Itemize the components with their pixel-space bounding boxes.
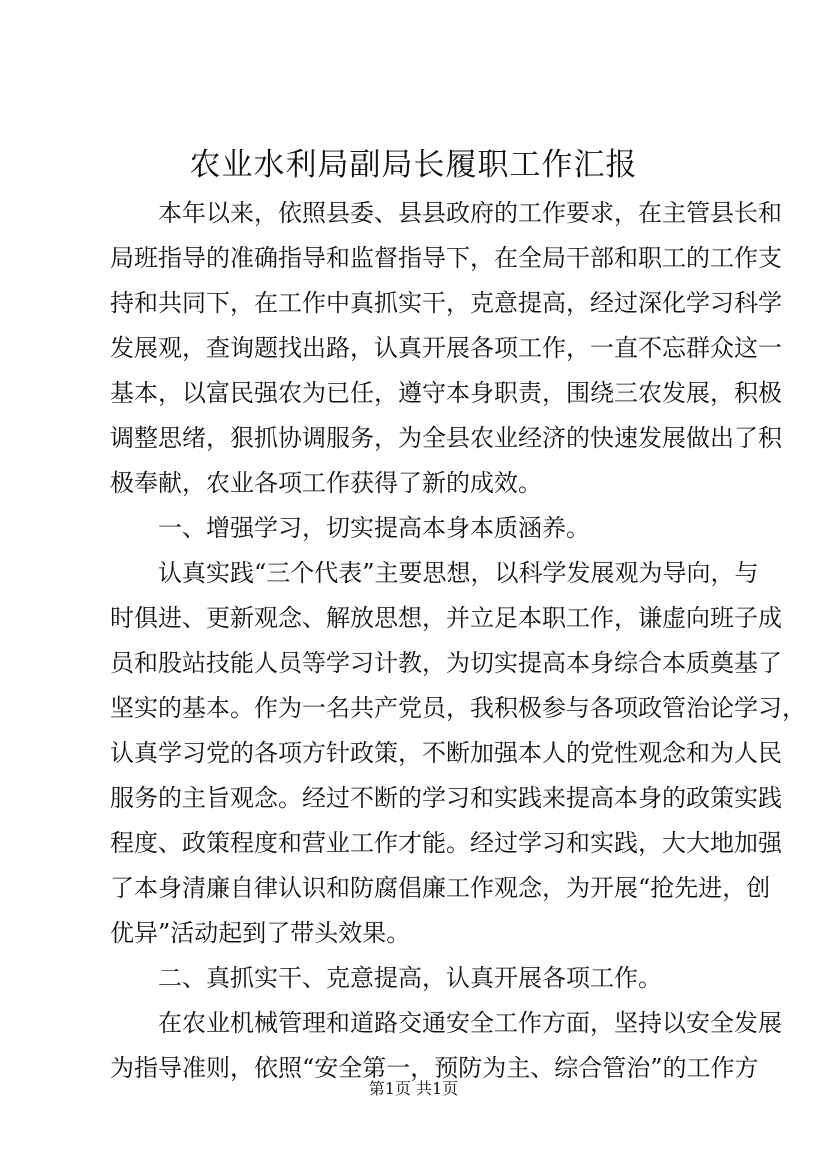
paragraph-line: 时俱进、更新观念、解放思想，并立足本职工作，谦虚向班子成 (110, 604, 782, 632)
paragraph-line: 为指导准则，依照“安全第一，预防为主、综合管治”的工作方 (110, 1054, 759, 1082)
paragraph-line: 发展观，查询题找出路，认真开展各项工作，一直不忘群众这一 (110, 334, 782, 362)
paragraph-line: 极奉献，农业各项工作获得了新的成效。 (110, 469, 542, 497)
paragraph-line: 服务的主旨观念。经过不断的学习和实践来提高本身的政策实践 (110, 784, 782, 812)
paragraph-line: 优异”活动起到了带头效果。 (110, 919, 411, 947)
paragraph-line: 认真学习党的各项方针政策，不断加强本人的党性观念和为人民 (110, 739, 782, 767)
paragraph-line: 在农业机械管理和道路交通安全工作方面，坚持以安全发展 (158, 1009, 782, 1037)
paragraph-line: 员和股站技能人员等学习计教，为切实提高本身综合本质奠基了 (110, 649, 782, 677)
paragraph-line: 坚实的基本。作为一名共产党员，我积极参与各项政管治论学习， (110, 694, 806, 722)
paragraph-line: 持和共同下，在工作中真抓实干，克意提高，经过深化学习科学 (110, 289, 782, 317)
section-heading: 一、增强学习，切实提高本身本质涵养。 (158, 514, 590, 542)
paragraph-line: 了本身清廉自律认识和防腐倡廉工作观念，为开展“抢先进，创 (110, 874, 771, 902)
paragraph-line: 局班指导的准确指导和监督指导下，在全局干部和职工的工作支 (110, 244, 782, 272)
paragraph-line: 调整思绪，狠抓协调服务，为全县农业经济的快速发展做出了积 (110, 424, 782, 452)
paragraph-line: 本年以来，依照县委、县县政府的工作要求，在主管县长和 (158, 199, 782, 227)
paragraph-line: 基本，以富民强农为已任，遵守本身职责，围绕三农发展，积极 (110, 379, 782, 407)
paragraph-line: 认真实践“三个代表”主要思想，以科学发展观为导向，与 (158, 559, 759, 587)
section-heading: 二、真抓实干、克意提高，认真开展各项工作。 (158, 964, 662, 992)
paragraph-line: 程度、政策程度和营业工作才能。经过学习和实践，大大地加强 (110, 829, 782, 857)
page-number-footer: 第1页 共1页 (368, 1079, 459, 1098)
document-title: 农业水利局副局长履职工作汇报 (189, 147, 638, 183)
